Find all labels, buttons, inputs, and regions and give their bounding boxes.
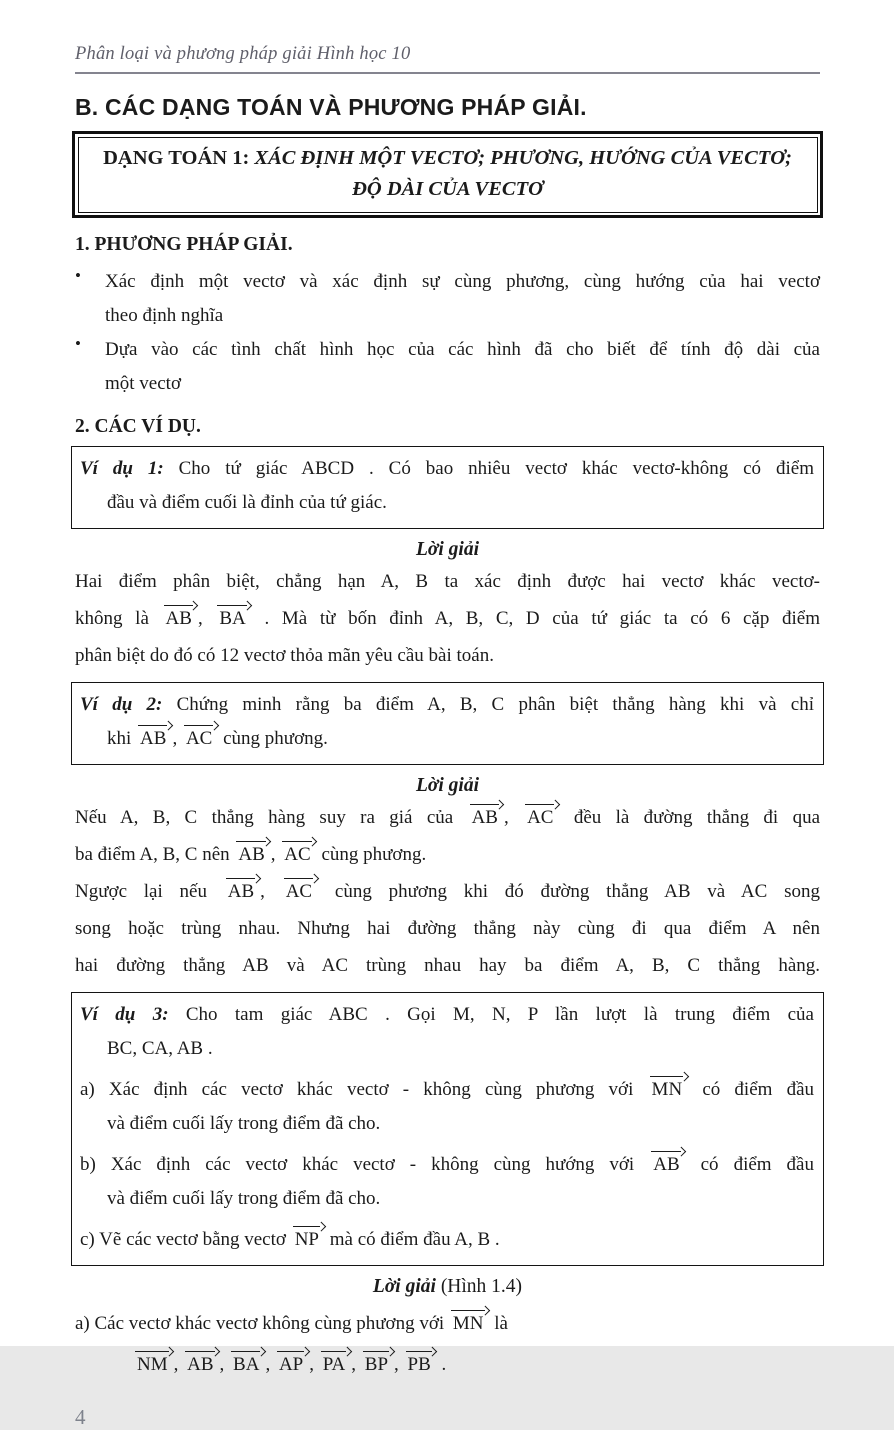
text-line: Lời giải bbox=[415, 539, 479, 560]
vector-notation: AC bbox=[184, 724, 217, 748]
vector-notation: BA bbox=[231, 1350, 264, 1374]
text-line: một vectơ bbox=[105, 373, 181, 394]
text-line: b) Xác định các vectơ khác vectơ - không cùng hướng với AB có điểm đầu bbox=[80, 1148, 814, 1182]
example-1-box bbox=[71, 446, 824, 529]
text-line: a) Xác định các vectơ khác vectơ - không cùng phương với MN có điểm đầu bbox=[80, 1073, 814, 1107]
vector-notation: NP bbox=[293, 1225, 324, 1249]
solution-paragraph-1 bbox=[75, 563, 820, 674]
vector-notation: PB bbox=[406, 1350, 436, 1374]
text-line: phân biệt do đó có 12 vectơ thỏa mãn yêu cầu bài toán. bbox=[75, 645, 494, 666]
vector-notation: MN bbox=[650, 1075, 688, 1099]
text-line: Ví dụ 3: Cho tam giác ABC . Gọi M, N, P lần lượt là trung điểm của bbox=[80, 1004, 814, 1025]
text-line: Lời giải bbox=[415, 775, 479, 796]
solution-heading-2 bbox=[75, 775, 820, 797]
vector-notation: AB bbox=[236, 840, 269, 864]
section-heading: B. CÁC DẠNG TOÁN VÀ PHƯƠNG PHÁP GIẢI. bbox=[75, 94, 587, 120]
text-line: Xác định một vectơ và xác định sự cùng phương, cùng hướng của hai vectơ bbox=[105, 271, 820, 292]
text-line: ba điểm A, B, C nên AB , AC cùng phương. bbox=[75, 836, 820, 873]
text-line: Nếu A, B, C thẳng hàng suy ra giá của AB , AC đều là đường thẳng đi qua bbox=[75, 799, 820, 836]
bullet-item bbox=[75, 333, 820, 401]
text-line: ĐỘ DÀI CỦA VECTƠ bbox=[352, 177, 543, 200]
text-line: DẠNG TOÁN 1: XÁC ĐỊNH MỘT VECTƠ; PHƯƠNG, HƯỚNG CỦA VECTƠ; bbox=[103, 146, 792, 169]
text-line: NM , AB , BA , AP , PA , BP , PB . bbox=[133, 1345, 820, 1385]
solution-heading-3 bbox=[75, 1276, 820, 1298]
text-line: Ví dụ 2: Chứng minh rằng ba điểm A, B, C phân biệt thẳng hàng khi và chỉ bbox=[80, 694, 814, 715]
text-line: c) Vẽ các vectơ bằng vectơ NP mà có điểm đầu A, B . bbox=[80, 1223, 814, 1257]
vector-notation: AB bbox=[164, 604, 197, 628]
bullet-text bbox=[105, 265, 820, 333]
text-line: và điểm cuối lấy trong điểm đã cho. bbox=[107, 1188, 381, 1209]
text-line: không là AB , BA . Mà từ bốn đỉnh A, B, C, D của tứ giác ta có 6 cặp điểm bbox=[75, 600, 820, 637]
page-number: 4 bbox=[75, 1405, 86, 1429]
text-line: khi AB , AC cùng phương. bbox=[80, 722, 814, 756]
bullet-item bbox=[75, 265, 820, 333]
vector-notation: AB bbox=[185, 1350, 218, 1374]
text-line: a) Các vectơ khác vectơ không cùng phương với MN là bbox=[75, 1306, 820, 1342]
text-line: Dựa vào các tình chất hình học của các hình đã cho biết để tính độ dài của bbox=[105, 339, 820, 360]
vector-notation: AB bbox=[226, 877, 259, 901]
vector-notation: AB bbox=[138, 724, 171, 748]
bullet-text bbox=[105, 333, 820, 401]
vector-list bbox=[75, 1345, 820, 1385]
text-line: Ví dụ 1: Cho tứ giác ABCD . Có bao nhiêu vectơ khác vectơ-không có điểm bbox=[80, 458, 814, 479]
solution-paragraph-2 bbox=[75, 799, 820, 984]
vector-notation: AB bbox=[651, 1150, 684, 1174]
vector-notation: PA bbox=[321, 1350, 351, 1374]
solution-answer-a bbox=[75, 1306, 820, 1342]
running-header: Phân loại và phương pháp giải Hình học 10 bbox=[75, 44, 820, 74]
vector-notation: BP bbox=[363, 1350, 393, 1374]
solution-heading-1 bbox=[75, 539, 820, 561]
method-title: 1. PHƯƠNG PHÁP GIẢI. bbox=[75, 234, 293, 255]
text-line: đầu và điểm cuối là đỉnh của tứ giác. bbox=[107, 492, 387, 513]
dang-toan-box bbox=[72, 131, 823, 218]
method-bullet-list bbox=[75, 265, 820, 401]
example-3-box bbox=[71, 992, 824, 1266]
text-line: song hoặc trùng nhau. Nhưng hai đường thẳng này cùng đi qua điểm A nên bbox=[75, 918, 820, 939]
example-2-box bbox=[71, 682, 824, 765]
text-line: Hai điểm phân biệt, chẳng hạn A, B ta xác định được hai vectơ khác vectơ- bbox=[75, 571, 820, 592]
vector-notation: BA bbox=[217, 604, 250, 628]
vector-notation: MN bbox=[451, 1309, 489, 1333]
text-line: và điểm cuối lấy trong điểm đã cho. bbox=[107, 1113, 381, 1134]
vector-notation: AC bbox=[284, 877, 317, 901]
text-line: BC, CA, AB . bbox=[107, 1038, 213, 1059]
text-line: Lời giải (Hình 1.4) bbox=[372, 1276, 523, 1297]
text-line: theo định nghĩa bbox=[105, 305, 224, 326]
dang-toan-text bbox=[78, 137, 818, 213]
bullet-icon: • bbox=[75, 266, 81, 285]
vector-notation: AB bbox=[470, 803, 503, 827]
vector-notation: AP bbox=[277, 1350, 308, 1374]
vector-notation: AC bbox=[525, 803, 558, 827]
examples-title: 2. CÁC VÍ DỤ. bbox=[75, 416, 201, 437]
bullet-icon: • bbox=[75, 334, 81, 353]
vector-notation: NM bbox=[135, 1350, 173, 1374]
text-line: Ngược lại nếu AB , AC cùng phương khi đó đường thẳng AB và AC song bbox=[75, 873, 820, 910]
vector-notation: AC bbox=[282, 840, 315, 864]
text-line: hai đường thẳng AB và AC trùng nhau hay ba điểm A, B, C thẳng hàng. bbox=[75, 955, 820, 976]
